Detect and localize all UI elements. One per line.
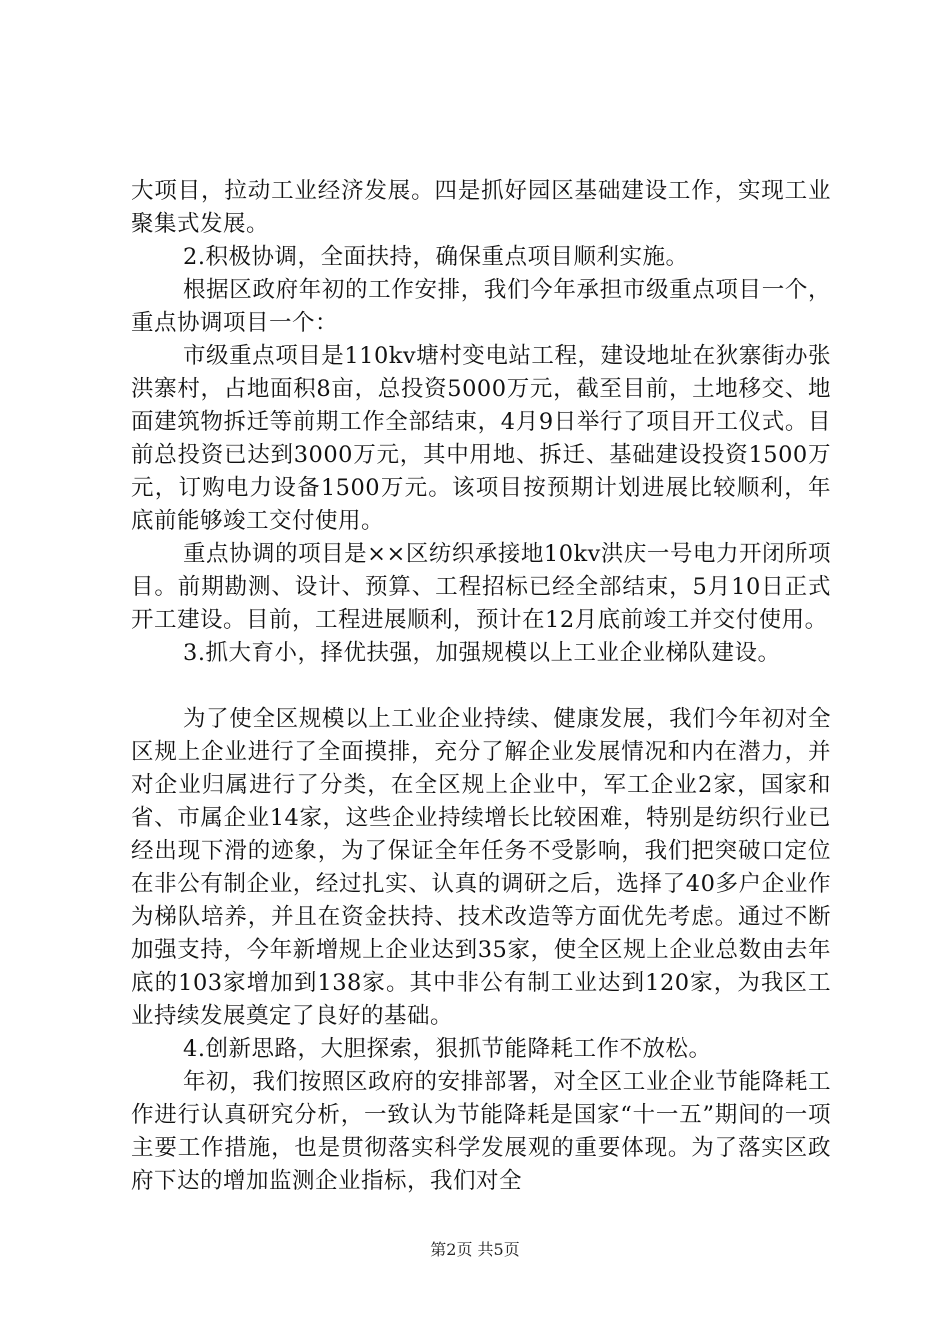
section-heading-3: 3.抓大育小，择优扶强，加强规模以上工业企业梯队建设。 bbox=[183, 640, 781, 666]
paragraph-energy-saving: 年初，我们按照区政府的安排部署，对全区工业企业节能降耗工作进行认真研究分析，一致认为节能降耗是国家“十一五”期间的一项主要工作措施，也是贯彻落实科学发展观的重要体现。为了落实区政府下达的增加监测企业指标，我们对全 bbox=[131, 1069, 831, 1194]
paragraph-city-key-project: 市级重点项目是110kv塘村变电站工程，建设地址在狄寨街办张洪寨村，占地面积8亩，总投资5000万元，截至目前，土地移交、地面建筑物拆迁等前期工作全部结束，4月9日举行了项目开工仪式。目前总投资已达到3000万元，其中用地、拆迁、基础建设投资1500万元，订购电力设备1500万元。该项目按预期计划进展比较顺利，年底前能够竣工交付使用。 bbox=[131, 343, 831, 534]
section-heading-4: 4.创新思路，大胆探索，狠抓节能降耗工作不放松。 bbox=[183, 1036, 712, 1062]
paragraph-coordinated-project: 重点协调的项目是××区纺织承接地10kv洪庆一号电力开闭所项目。前期勘测、设计、预算、工程招标已经全部结束，5月10日正式开工建设。目前，工程进展顺利，预计在12月底前竣工并交付使用。 bbox=[131, 541, 831, 633]
document-body bbox=[131, 175, 831, 1198]
paragraph-work-arrangement: 根据区政府年初的工作安排，我们今年承担市级重点项目一个，重点协调项目一个： bbox=[131, 277, 831, 336]
section-heading-2: 2.积极协调，全面扶持，确保重点项目顺利实施。 bbox=[183, 244, 689, 270]
page-number-footer: 第2页 共5页 bbox=[430, 1240, 520, 1259]
paragraph-enterprise-development: 为了使全区规模以上工业企业持续、健康发展，我们今年初对全区规上企业进行了全面摸排，充分了解企业发展情况和内在潜力，并对企业归属进行了分类，在全区规上企业中，军工企业2家，国家和省、市属企业14家，这些企业持续增长比较困难，特别是纺织行业已经出现下滑的迹象，为了保证全年任务不受影响，我们把突破口定位在非公有制企业，经过扎实、认真的调研之后，选择了40多户企业作为梯队培养，并且在资金扶持、技术改造等方面优先考虑。通过不断加强支持，今年新增规上企业达到35家，使全区规上企业总数由去年底的103家增加到138家。其中非公有制工业达到120家，为我区工业持续发展奠定了良好的基础。 bbox=[131, 706, 831, 1029]
blank-line bbox=[131, 670, 831, 703]
paragraph-continuation: 大项目，拉动工业经济发展。四是抓好园区基础建设工作，实现工业聚集式发展。 bbox=[131, 178, 831, 237]
